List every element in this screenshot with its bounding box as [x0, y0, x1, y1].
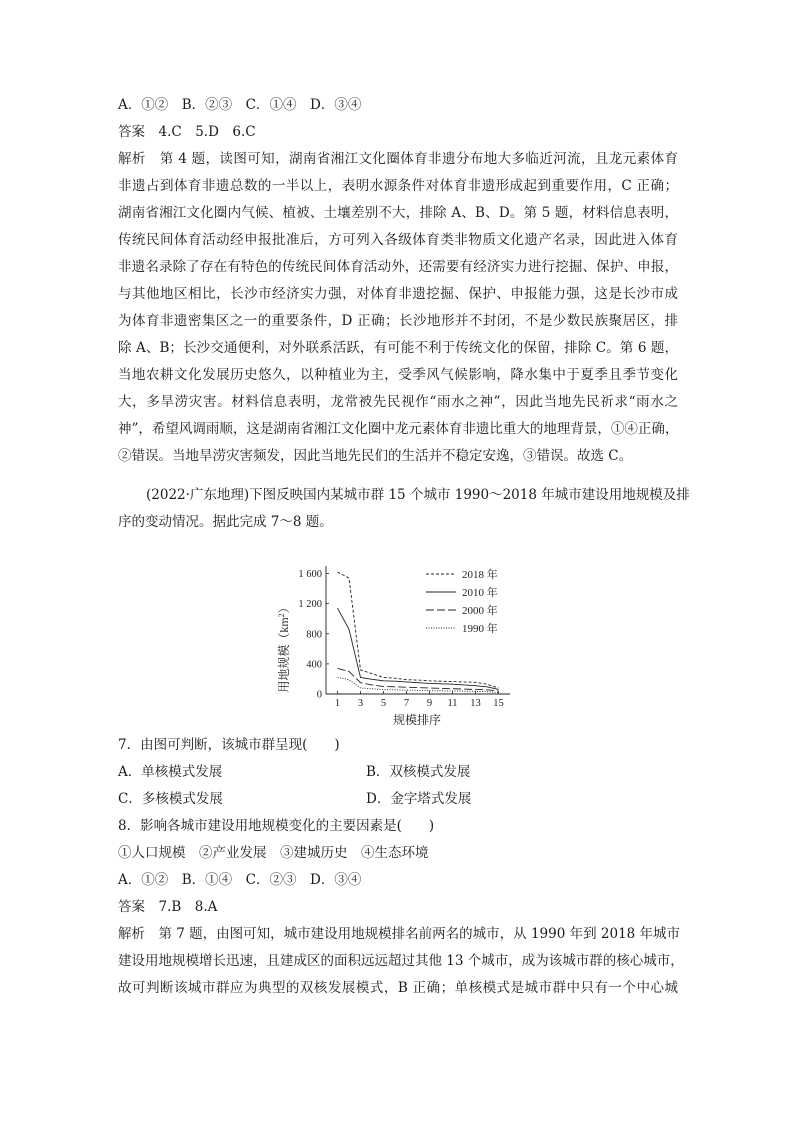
- analysis-line: ②错误。当地旱涝灾害频发，因此当地先民们的生活并不稳定安逸，③错误。故选 C。: [118, 448, 633, 464]
- analysis-line: 湖南省湘江文化圈内气候、植被、土壤差别不大，排除 A、B、D。第 5 题，材料信息表明，: [118, 205, 678, 221]
- analysis-line: 解析 第 4 题，读图可知，湖南省湘江文化圈体育非遗分布地大多临近河流，且龙元素体育: [118, 151, 678, 167]
- legend-label: 2000 年: [462, 605, 498, 617]
- y-tick-label: 400: [306, 659, 322, 671]
- y-tick-label: 800: [306, 629, 322, 641]
- analysis-line: 传统民间体育活动经申报批准后，方可列入各级体育类非物质文化遗产名录，因此进入体育: [118, 232, 678, 248]
- analysis-line: 非遗名录除了存在有特色的传统民间体育活动外，还需要有经济实力进行挖掘、保护、申报，: [118, 259, 678, 275]
- legend-label: 1990 年: [462, 623, 498, 635]
- q6-options: A．①② B．②③ C．①④ D．③④: [118, 97, 362, 113]
- analysis-line: 故可判断该城市群应为典型的双核发展模式，B 正确；单核模式是城市群中只有一个中心城: [118, 980, 678, 996]
- analysis-line: 建设用地规模增长迅速，且建成区的面积远远超过其他 13 个城市，成为该城市群的核心城市，: [118, 953, 684, 969]
- chart-legend: [426, 567, 498, 635]
- q7-option-a: A．单核模式发展: [118, 764, 223, 780]
- answer-7-8: 答案 7.B 8.A: [118, 899, 218, 915]
- x-tick-label: 3: [357, 698, 364, 709]
- analysis-line: 非遗占到体育非遗总数的一半以上，表明水源条件对体育非遗形成起到重要作用，C 正确；: [118, 178, 678, 194]
- land-use-chart: [270, 560, 520, 730]
- legend-label: 2018 年: [462, 569, 498, 581]
- x-tick-label: 11: [447, 698, 458, 709]
- analysis-line: 为体育非遗密集区之一的重要条件，D 正确；长沙地形并不封闭，不是少数民族聚居区，排: [118, 313, 678, 329]
- q7-stem: 7．由图可判断，该城市群呈现( ): [118, 737, 340, 753]
- y-tick-label: 0: [316, 689, 322, 701]
- series-line: [338, 668, 499, 691]
- q8-stem: 8．影响各城市建设用地规模变化的主要因素是( ): [118, 818, 435, 834]
- legend-label: 2010 年: [462, 587, 498, 599]
- x-tick-label: 5: [380, 698, 387, 709]
- x-axis-label: 规模排序: [392, 713, 442, 727]
- y-tick-label: 1 600: [298, 569, 322, 581]
- analysis-line: 解析 第 7 题，由图可知，城市建设用地规模排名前两名的城市，从 1990 年到 2018 年城市: [118, 926, 681, 942]
- x-tick-label: 13: [470, 698, 481, 709]
- analysis-line: 神”，希望风调雨顺，这是湖南省湘江文化圈中龙元素体育非遗比重大的地理背景，①④正确，: [118, 421, 679, 437]
- x-tick-label: 1: [334, 698, 341, 709]
- q8-options: A．①② B．①④ C．②③ D．③④: [118, 872, 362, 888]
- answer-4-6: 答案 4.C 5.D 6.C: [118, 124, 256, 140]
- intro-line: (2022·广东地理)下图反映国内某城市群 15 个城市 1990～2018 年城市建设用地规模及排: [146, 487, 690, 503]
- x-tick-label: 15: [493, 698, 504, 709]
- intro-line: 序的变动情况。据此完成 7～8 题。: [118, 514, 333, 530]
- analysis-line: 当地农耕文化发展历史悠久，以种植业为主，受季风气候影响，降水集中于夏季且季节变化: [118, 367, 678, 383]
- x-tick-label: 9: [426, 698, 433, 709]
- y-axis-label: 用地规模$(km^2)$: [277, 601, 291, 693]
- analysis-line: 大，多旱涝灾害。材料信息表明，龙常被先民视作“雨水之神”，因此当地先民祈求“雨水之: [118, 394, 678, 410]
- y-tick-label: 1 200: [298, 599, 322, 611]
- analysis-line: 与其他地区相比，长沙市经济实力强，对体育非遗挖掘、保护、申报能力强，这是长沙市成: [118, 286, 678, 302]
- q7-option-c: C．多核模式发展: [118, 791, 223, 807]
- x-tick-label: 7: [403, 698, 410, 709]
- q7-option-b: B．双核模式发展: [366, 764, 471, 780]
- q7-option-d: D．金字塔式发展: [366, 791, 472, 807]
- series-line: [338, 677, 499, 692]
- analysis-line: 除 A、B；长沙交通便利，对外联系活跃，有可能不利于传统文化的保留，排除 C。第 6 题，: [118, 340, 678, 356]
- series-line: [338, 608, 499, 689]
- q8-factors: ①人口规模 ②产业发展 ③建城历史 ④生态环境: [118, 845, 429, 861]
